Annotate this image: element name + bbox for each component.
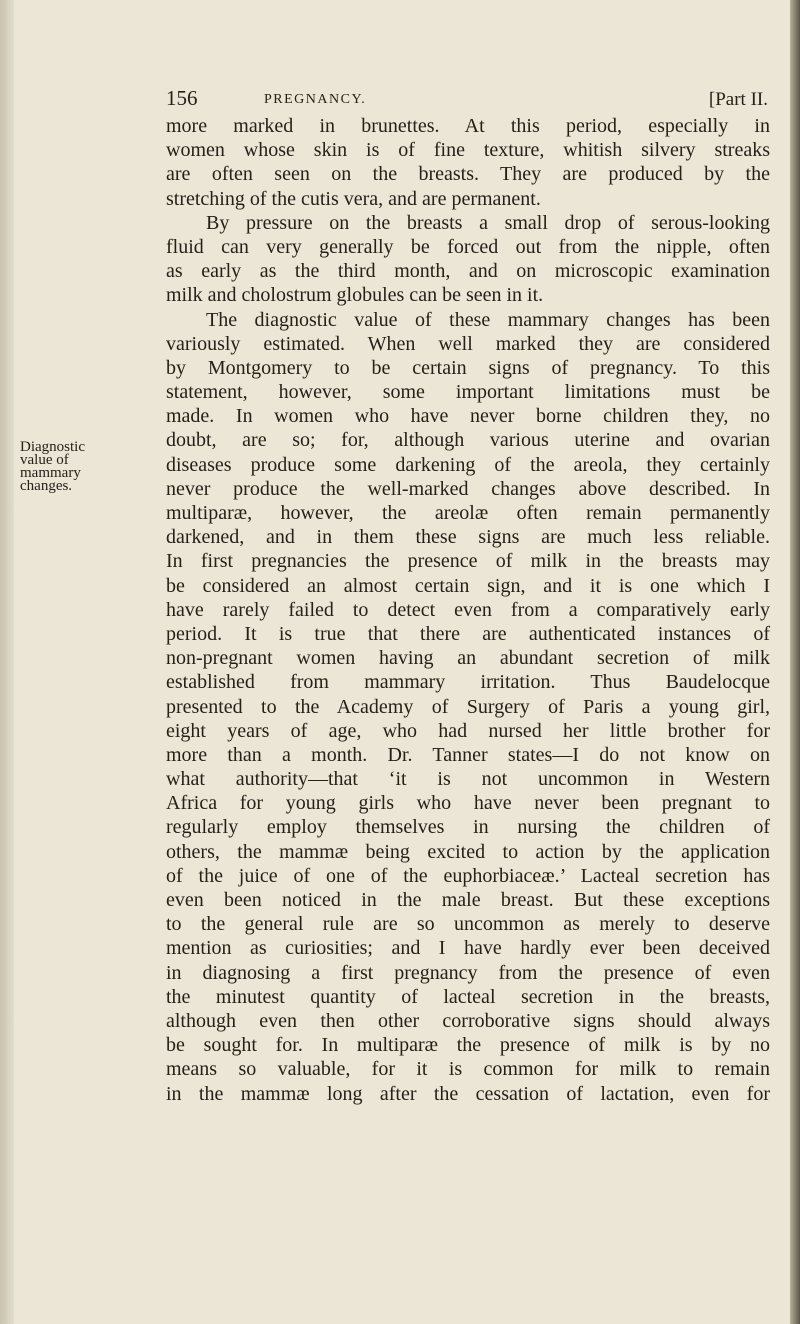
text-line: more marked in brunettes. At this period, especially in — [166, 115, 770, 137]
margin-note-line: mammary — [20, 465, 81, 481]
text-line: The diagnostic value of these mammary changes has been — [206, 308, 770, 331]
text-line: means so valuable, for it is common for milk to remain — [166, 1058, 770, 1081]
text-line: variously estimated. When well marked they are considered — [166, 332, 770, 355]
text-line: more than a month. Dr. Tanner states—I do not know on — [166, 743, 770, 766]
text-line: even been noticed in the male breast. But these exceptions — [166, 889, 770, 911]
text-line: women whose skin is of fine texture, whitish silvery streaks — [166, 139, 770, 162]
text-line: diseases produce some darkening of the areola, they certainly — [166, 453, 770, 476]
text-line: in diagnosing a first pregnancy from the presence of even — [166, 961, 770, 984]
text-line: have rarely failed to detect even from a comparatively early — [166, 598, 770, 621]
margin-note-line: Diagnostic — [20, 439, 85, 455]
text-line: fluid can very generally be forced out from the nipple, often — [166, 235, 770, 258]
text-line: regularly employ themselves in nursing the children of — [166, 816, 770, 839]
part-label: [Part II. — [708, 89, 768, 110]
text-line: period. It is true that there are authenticated instances of — [166, 622, 770, 645]
page-right-edge — [790, 0, 800, 1324]
text-line: By pressure on the breasts a small drop of serous-looking — [206, 211, 770, 234]
text-line: presented to the Academy of Surgery of Paris a young girl, — [166, 695, 770, 718]
body-text — [166, 114, 770, 1106]
page-number: 156 — [166, 86, 198, 110]
page-header — [166, 86, 768, 116]
text-line: mention as curiosities; and I have hardly ever been deceived — [166, 937, 770, 960]
text-line: made. In women who have never borne children they, no — [166, 405, 770, 428]
text-line: darkened, and in them these signs are much less reliable. — [166, 526, 770, 549]
text-line: others, the mammæ being excited to action by the application — [166, 840, 770, 863]
text-line: although even then other corroborative signs should always — [166, 1009, 770, 1032]
text-line: the minutest quantity of lacteal secretion in the breasts, — [166, 985, 770, 1008]
text-line: milk and cholostrum globules can be seen in it. — [166, 284, 544, 307]
margin-note-line: value of — [20, 452, 69, 468]
text-line: statement, however, some important limitations must be — [166, 381, 770, 404]
text-line: what authority—that ‘it is not uncommon in Western — [166, 768, 770, 791]
text-line: as early as the third month, and on microscopic examination — [166, 260, 770, 283]
text-line: eight years of age, who had nursed her little brother for — [166, 719, 770, 742]
page-left-edge — [0, 0, 14, 1324]
text-line: Africa for young girls who have never been pregnant to — [166, 792, 770, 815]
margin-note — [20, 441, 116, 493]
text-line: never produce the well-marked changes above described. In — [166, 477, 770, 500]
text-line: to the general rule are so uncommon as merely to deserve — [166, 913, 770, 936]
text-line: non-pregnant women having an abundant secretion of milk — [166, 647, 770, 670]
text-line: multiparæ, however, the areolæ often remain permanently — [166, 502, 770, 524]
text-line: stretching of the cutis vera, and are permanent. — [166, 187, 541, 210]
text-line: are often seen on the breasts. They are produced by the — [166, 163, 770, 186]
text-line: established from mammary irritation. Thus Baudelocque — [166, 671, 770, 694]
text-line: of the juice of one of the euphorbiaceæ.’ Lacteal secretion has — [166, 864, 770, 887]
text-line: doubt, are so; for, although various uterine and ovarian — [166, 429, 770, 452]
text-line: In first pregnancies the presence of milk in the breasts may — [166, 550, 770, 573]
text-line: be sought for. In multiparæ the presence of milk is by no — [166, 1034, 770, 1057]
running-title: PREGNANCY. — [264, 92, 367, 107]
text-line: be considered an almost certain sign, and it is one which I — [166, 574, 770, 597]
margin-note-line: changes. — [20, 478, 73, 494]
text-line: by Montgomery to be certain signs of pregnancy. To this — [166, 356, 770, 379]
text-line: in the mammæ long after the cessation of lactation, even for — [166, 1082, 770, 1105]
